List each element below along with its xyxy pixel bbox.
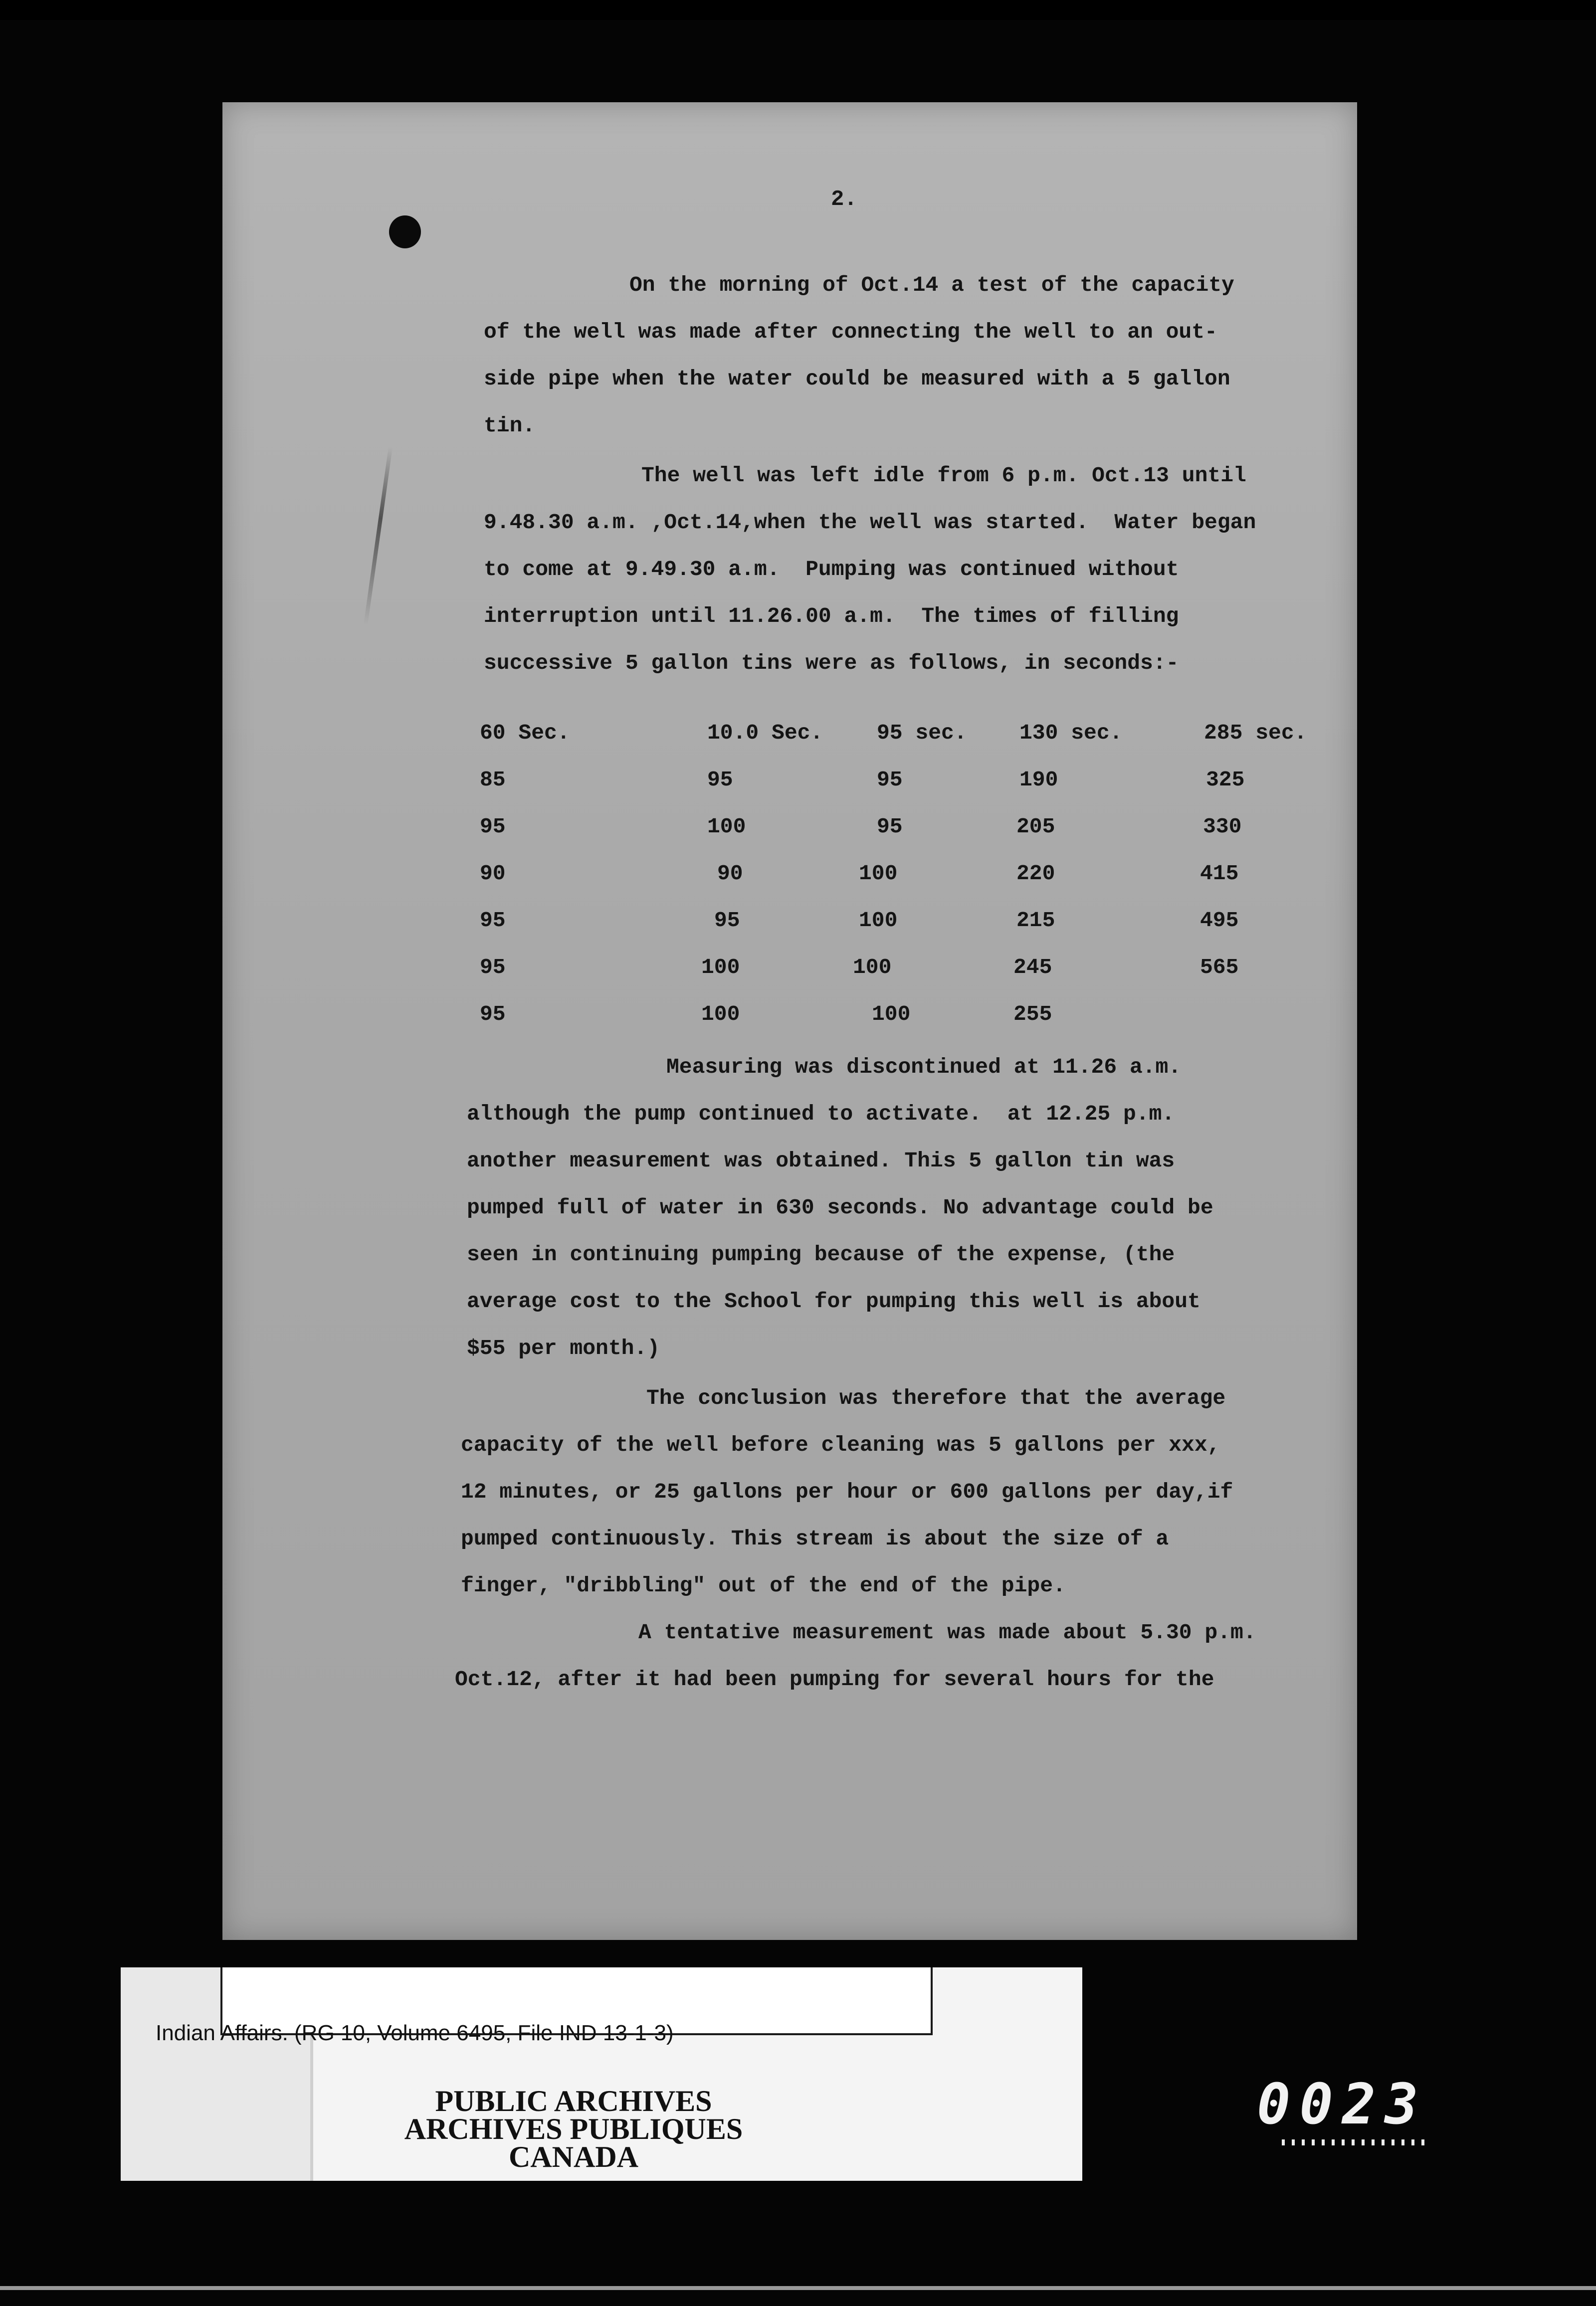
table-cell: 95 xyxy=(714,908,740,933)
table-cell: 205 xyxy=(1016,814,1055,839)
paragraph-3-line-6: average cost to the School for pumping this well is about xyxy=(467,1289,1200,1314)
table-cell: 95 xyxy=(877,768,903,792)
paragraph-3-line-2: although the pump continued to activate. at 12.25 p.m. xyxy=(467,1102,1175,1126)
table-cell: 495 xyxy=(1200,908,1239,933)
punch-hole xyxy=(389,215,421,248)
table-cell: 100 xyxy=(859,908,898,933)
archives-line-2: ARCHIVES PUBLIQUES xyxy=(404,2113,743,2145)
table-cell: 95 xyxy=(707,768,733,792)
paragraph-2-line-5: successive 5 gallon tins were as follows, in seconds:- xyxy=(484,651,1179,675)
table-cell: 245 xyxy=(1013,955,1052,979)
table-cell: 190 xyxy=(1019,768,1058,792)
table-cell: 215 xyxy=(1016,908,1055,933)
table-cell: 95 xyxy=(480,1002,506,1026)
archives-line-3: CANADA xyxy=(509,2140,638,2173)
table-cell: 100 xyxy=(701,1002,740,1026)
table-cell: 95 xyxy=(480,955,506,979)
table-cell: 130 sec. xyxy=(1019,721,1123,745)
paragraph-2-line-4: interruption until 11.26.00 a.m. The times of filling xyxy=(484,604,1179,628)
table-cell: 90 xyxy=(717,861,743,886)
table-cell: 85 xyxy=(480,768,506,792)
paragraph-3-line-1: Measuring was discontinued at 11.26 a.m. xyxy=(666,1055,1182,1079)
paragraph-3-line-5: seen in continuing pumping because of the expense, (the xyxy=(467,1242,1175,1267)
paragraph-4-line-5: finger, "dribbling" out of the end of the pipe. xyxy=(461,1573,1066,1598)
table-cell: 100 xyxy=(701,955,740,979)
paragraph-1-line-4: tin. xyxy=(484,413,536,438)
table-cell: 220 xyxy=(1016,861,1055,886)
table-cell: 10.0 Sec. xyxy=(707,721,823,745)
table-cell: 95 xyxy=(480,814,506,839)
paragraph-4-line-4: pumped continuously. This stream is about the size of a xyxy=(461,1527,1169,1551)
paragraph-3-line-4: pumped full of water in 630 seconds. No advantage could be xyxy=(467,1195,1213,1220)
archives-line-1: PUBLIC ARCHIVES xyxy=(435,2085,712,2117)
paragraph-1-line-2: of the well was made after connecting the well to an out- xyxy=(484,320,1217,344)
table-cell: 100 xyxy=(872,1002,911,1026)
paragraph-1-line-3: side pipe when the water could be measured with a 5 gallon xyxy=(484,367,1230,391)
paragraph-1-line-1: On the morning of Oct.14 a test of the capacity xyxy=(629,273,1234,297)
table-cell: 100 xyxy=(859,861,898,886)
table-cell: 95 sec. xyxy=(877,721,967,745)
page-number: 2. xyxy=(831,187,857,212)
table-cell: 95 xyxy=(877,814,903,839)
archives-stamp xyxy=(359,2087,788,2171)
table-cell: 285 sec. xyxy=(1204,721,1307,745)
table-cell: 95 xyxy=(480,908,506,933)
table-cell: 90 xyxy=(480,861,506,886)
table-cell: 100 xyxy=(707,814,746,839)
paragraph-2-line-2: 9.48.30 a.m. ,Oct.14,when the well was started. Water began xyxy=(484,510,1256,535)
paragraph-2-line-3: to come at 9.49.30 a.m. Pumping was continued without xyxy=(484,557,1179,581)
paragraph-4-line-3: 12 minutes, or 25 gallons per hour or 600 gallons per day,if xyxy=(461,1480,1233,1504)
paragraph-3-line-3: another measurement was obtained. This 5 gallon tin was xyxy=(467,1149,1175,1173)
table-cell: 565 xyxy=(1200,955,1239,979)
paragraph-5-line-2: Oct.12, after it had been pumping for several hours for the xyxy=(455,1667,1214,1692)
table-cell: 60 Sec. xyxy=(480,721,570,745)
table-cell: 325 xyxy=(1206,768,1245,792)
film-border-bottom xyxy=(0,2286,1596,2290)
table-cell: 415 xyxy=(1200,861,1239,886)
paragraph-4-line-1: The conclusion was therefore that the average xyxy=(646,1386,1226,1410)
paragraph-2-line-1: The well was left idle from 6 p.m. Oct.13 until xyxy=(641,463,1246,488)
document-page xyxy=(222,102,1357,1940)
archive-reference: Indian Affairs. (RG 10, Volume 6495, File IND 13-1-3) xyxy=(156,2021,674,2045)
table-cell: 100 xyxy=(853,955,892,979)
paragraph-3-line-7: $55 per month.) xyxy=(467,1336,660,1360)
margin-pencil-mark xyxy=(364,447,393,625)
frame-ticks xyxy=(1282,2139,1431,2145)
table-cell: 330 xyxy=(1203,814,1242,839)
frame-number: 0023 xyxy=(1257,2072,1427,2137)
paragraph-4-line-2: capacity of the well before cleaning was 5 gallons per xxx, xyxy=(461,1433,1220,1457)
film-border-top xyxy=(0,0,1596,20)
paragraph-5-line-1: A tentative measurement was made about 5.30 p.m. xyxy=(638,1620,1256,1645)
table-cell: 255 xyxy=(1013,1002,1052,1026)
